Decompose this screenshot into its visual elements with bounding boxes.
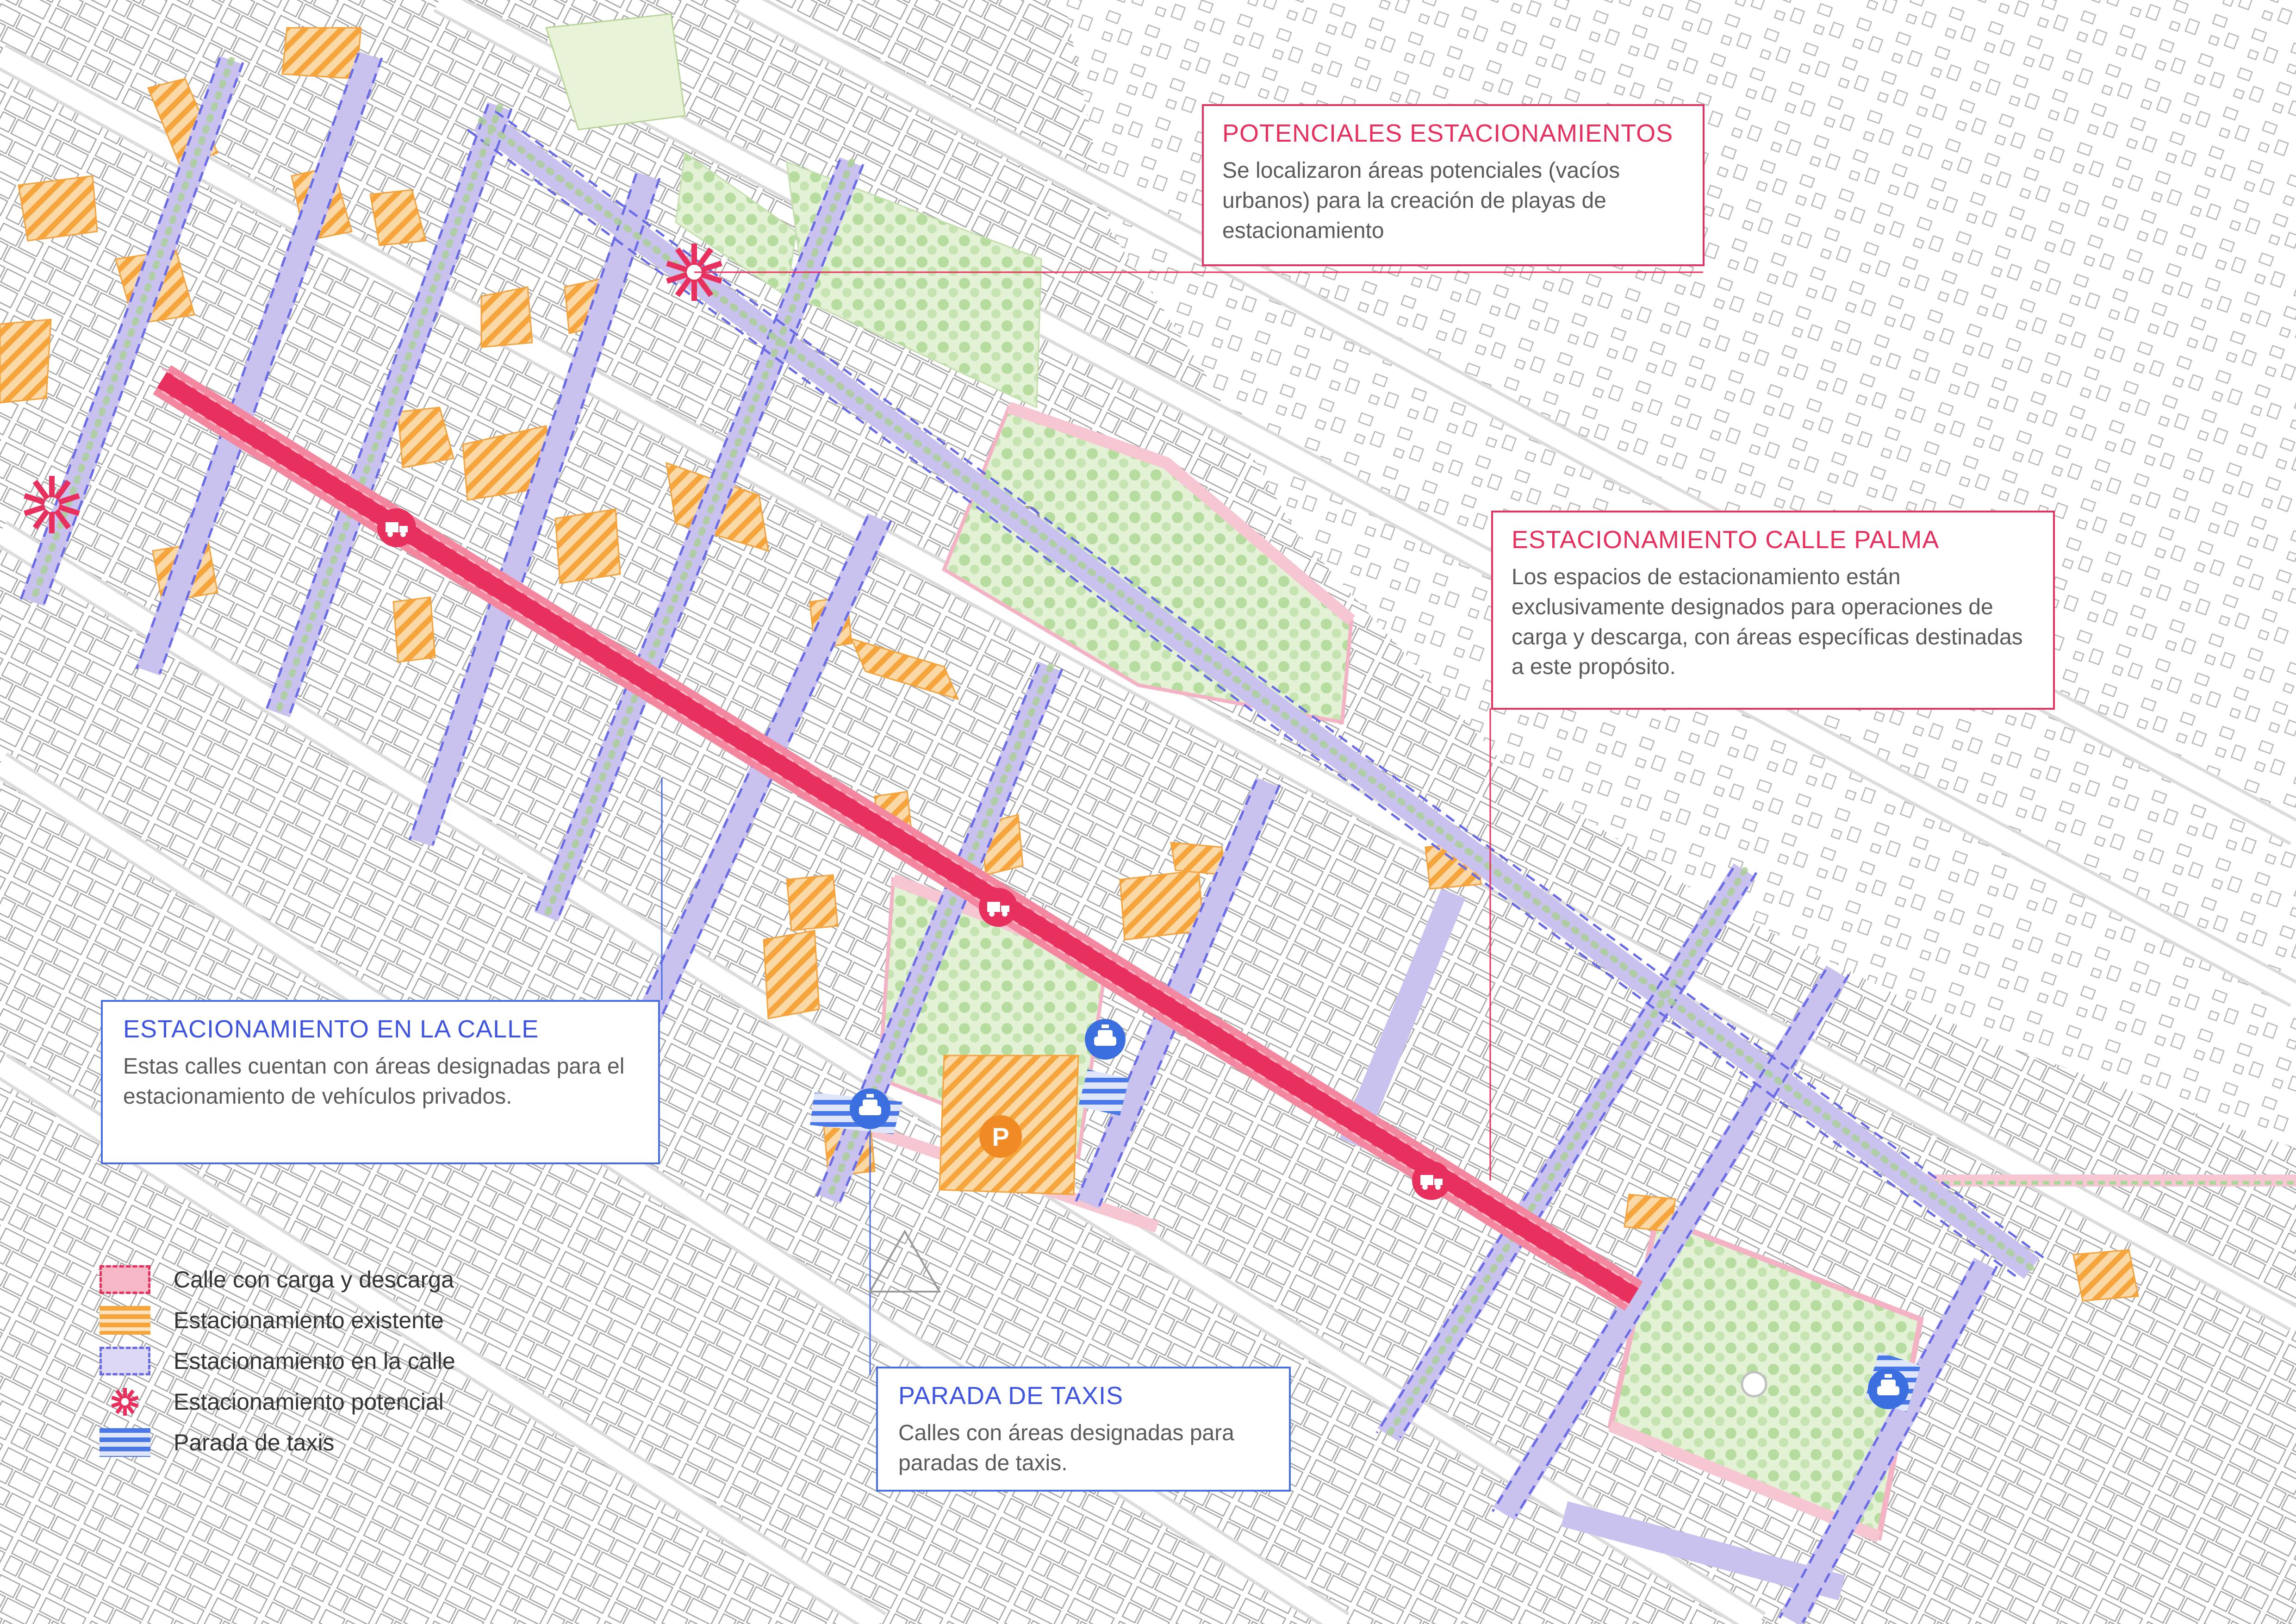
legend-item-taxi-stop [100, 1422, 516, 1463]
legend-item-potential-parking [100, 1381, 516, 1422]
callout-text: Se localizaron áreas potenciales (vacíos urbanos) para la creación de playas de estacionamiento [1222, 158, 1620, 243]
legend [100, 1259, 516, 1463]
callout-title: POTENCIALES ESTACIONAMIENTOS [1222, 119, 1674, 147]
callout-text: Los espacios de estacionamiento están exclusivamente designados para operaciones de carga y descarga, con áreas específicas destinadas a este propósito. [1512, 565, 2023, 680]
callout-title: ESTACIONAMIENTO EN LA CALLE [123, 1015, 539, 1043]
legend-label: Calle con carga y descarga [174, 1267, 454, 1293]
legend-label: Parada de taxis [174, 1430, 335, 1455]
parking-icon [979, 1115, 1022, 1158]
callout-text: Estas calles cuentan con áreas designadas para el estacionamiento de vehículos privados. [123, 1054, 625, 1109]
existing-parking-swatch [100, 1306, 150, 1335]
taxi-stop-swatch [100, 1428, 150, 1457]
callout-potenciales [1202, 104, 1705, 266]
callout-calle-palma [1491, 511, 2055, 710]
legend-item-loading-street [100, 1259, 516, 1300]
legend-label: Estacionamiento existente [174, 1307, 444, 1333]
legend-label: Estacionamiento potencial [174, 1389, 444, 1415]
legend-item-existing-parking [100, 1300, 516, 1341]
callout-text: Calles con áreas designadas para paradas de taxis. [898, 1421, 1234, 1475]
legend-label: Estacionamiento en la calle [174, 1348, 455, 1374]
callout-en-la-calle [101, 1000, 660, 1164]
callout-title: PARADA DE TAXIS [898, 1382, 1124, 1410]
potential-parking-icon [100, 1387, 150, 1416]
loading-street-swatch [100, 1265, 150, 1294]
legend-item-street-parking [100, 1341, 516, 1381]
callout-parada-taxis [876, 1367, 1291, 1492]
callout-title: ESTACIONAMIENTO CALLE PALMA [1512, 526, 1940, 554]
parking-marker-letter: P [992, 1122, 1009, 1151]
street-parking-swatch [100, 1347, 150, 1375]
